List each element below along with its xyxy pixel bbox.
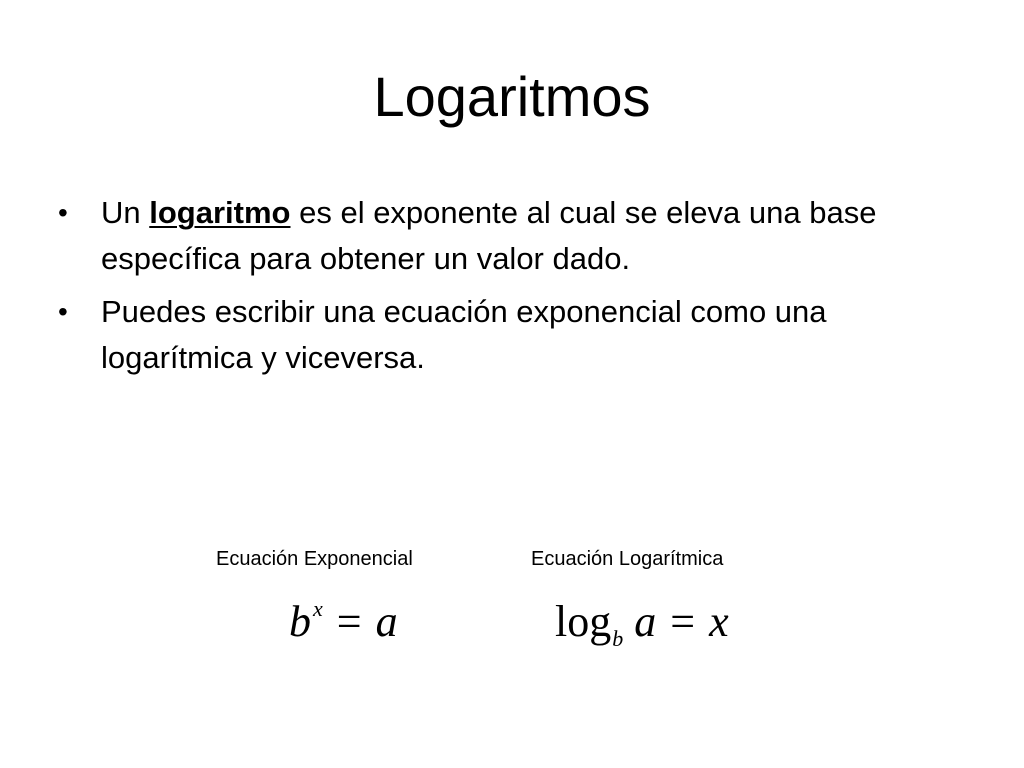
formula-result: a — [375, 597, 398, 646]
bullet-text: Puedes escribir una ecuación exponencial como una logarítmica y viceversa. — [101, 294, 827, 375]
bullet-item-conversion — [58, 289, 938, 381]
bullet-emphasis-term: logaritmo — [149, 195, 291, 230]
bullet-text-before: Un — [101, 195, 150, 230]
formula-log-base: b — [612, 626, 624, 651]
slide-title: Logaritmos — [373, 65, 651, 128]
exponential-formula — [289, 590, 398, 661]
bullet-item-definition — [58, 190, 938, 282]
formula-base: b — [289, 597, 311, 646]
formula-result: x — [709, 597, 729, 646]
bullet-icon: • — [58, 197, 68, 228]
formula-exponent: x — [313, 596, 323, 621]
formula-argument: a — [634, 597, 657, 646]
formula-log-function: log — [555, 597, 612, 646]
exponential-equation-label: Ecuación Exponencial — [216, 548, 413, 570]
logarithmic-equation-label: Ecuación Logarítmica — [531, 548, 724, 570]
bullet-text-after: es el exponente al cual se eleva una base específica para obtener un valor dado. — [101, 195, 877, 276]
logarithmic-formula — [555, 590, 729, 661]
formula-equals: = — [670, 597, 696, 646]
bullet-list — [58, 190, 938, 388]
formula-equals: = — [336, 597, 362, 646]
bullet-icon: • — [58, 296, 68, 327]
